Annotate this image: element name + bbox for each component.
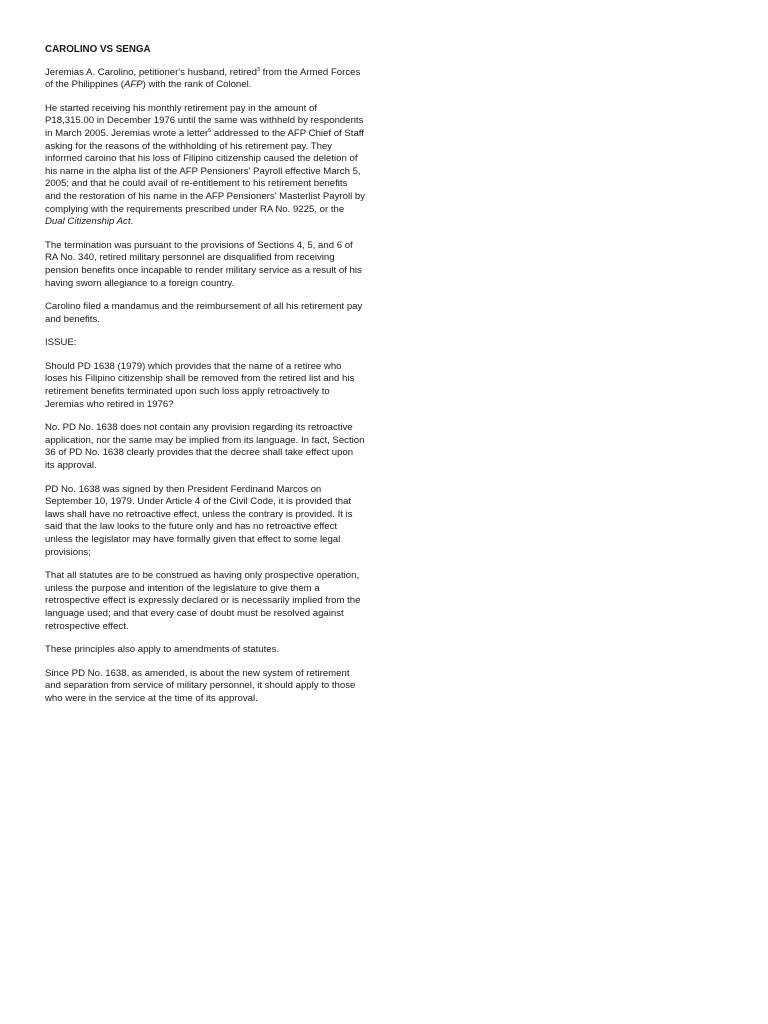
footnote-ref-5: 5 [208, 127, 212, 134]
document-body [45, 44, 365, 717]
paragraph-2-text-c: . [130, 216, 134, 228]
paragraph-1-italic: AFP [123, 79, 143, 91]
issue-heading: ISSUE: [45, 337, 77, 349]
paragraph-1-text-b: from the Armed Forces of the Philippines ( [45, 66, 361, 91]
paragraph-4: Carolino filed a mandamus and the reimbursement of all his retirement pay and benefits. [45, 301, 363, 325]
paragraph-2-text-b: addressed to the AFP Chief of Staff asking for the reasons of the withholding of his retirement pay. They informed caroino that his loss of Filipino citizenship caused the deletion of his name in the alpha list of the AFP Pensioners' Payroll effective March 5, 2005; and that he could avail of re-entitlement to his retirement benefits and the restoration of his name in the AFP Pensioners' Masterlist Payroll by complying with the requirements prescribed under RA No. 9225, or the [45, 127, 366, 215]
paragraph-8: PD No. 1638 was signed by then President Ferdinand Marcos on September 10, 1979. Under Article 4 of the Civil Code, it is provided that laws shall have no retroactive effect, unless the contrary is provided. It is said that the law looks to the future only and has no retroactive effect unless the legislator may have formally given that effect to some legal provisions; [45, 483, 353, 558]
paragraph-10: These principles also apply to amendments of statutes. [45, 644, 280, 656]
paragraph-2-italic: Dual Citizenship Act [45, 216, 131, 228]
paragraph-2 [45, 103, 365, 229]
paragraph-11: Since PD No. 1638, as amended, is about the new system of retirement and separation from service of military personnel, it should apply to those who were in the service at the time of its approval. [45, 667, 356, 704]
paragraph-3: The termination was pursuant to the provisions of Sections 4, 5, and 6 of RA No. 340, retired military personnel are disqualified from receiving pension benefits once incapable to render military service as a result of his having sworn allegiance to a foreign country. [45, 239, 362, 289]
paragraph-1-text-c: ) with the rank of Colonel. [142, 79, 252, 91]
paragraph-1-text-a: Jeremias A. Carolino, petitioner's husband, retired [45, 66, 257, 78]
paragraph-1 [45, 67, 365, 92]
paragraph-issue-question: Should PD 1638 (1979) which provides that the name of a retiree who loses his Filipino citizenship shall be removed from the retired list and his retirement benefits terminated upon such loss apply retroactively to Jeremias who retired in 1976? [45, 360, 355, 410]
footnote-ref-3: 3 [256, 66, 261, 73]
paragraph-2-text-a: He started receiving his monthly retirement pay in the amount of P18,315.00 in December 1976 until the same was withheld by respondents in March 2005. Jeremias wrote a letter [45, 102, 364, 139]
paragraph-ruling: No. PD No. 1638 does not contain any provision regarding its retroactive application, nor the same may be implied from its language. In fact, Section 36 of PD No. 1638 clearly provides that the decree shall take effect upon its approval. [45, 422, 365, 472]
document-title: CAROLINO VS SENGA [45, 44, 151, 55]
paragraph-9: That all statutes are to be construed as having only prospective operation, unless the purpose and intention of the legislature to give them a retrospective effect is expressly declared or is necessarily implied from the language used; and that every case of doubt must be resolved against retrospective effect. [45, 570, 361, 632]
